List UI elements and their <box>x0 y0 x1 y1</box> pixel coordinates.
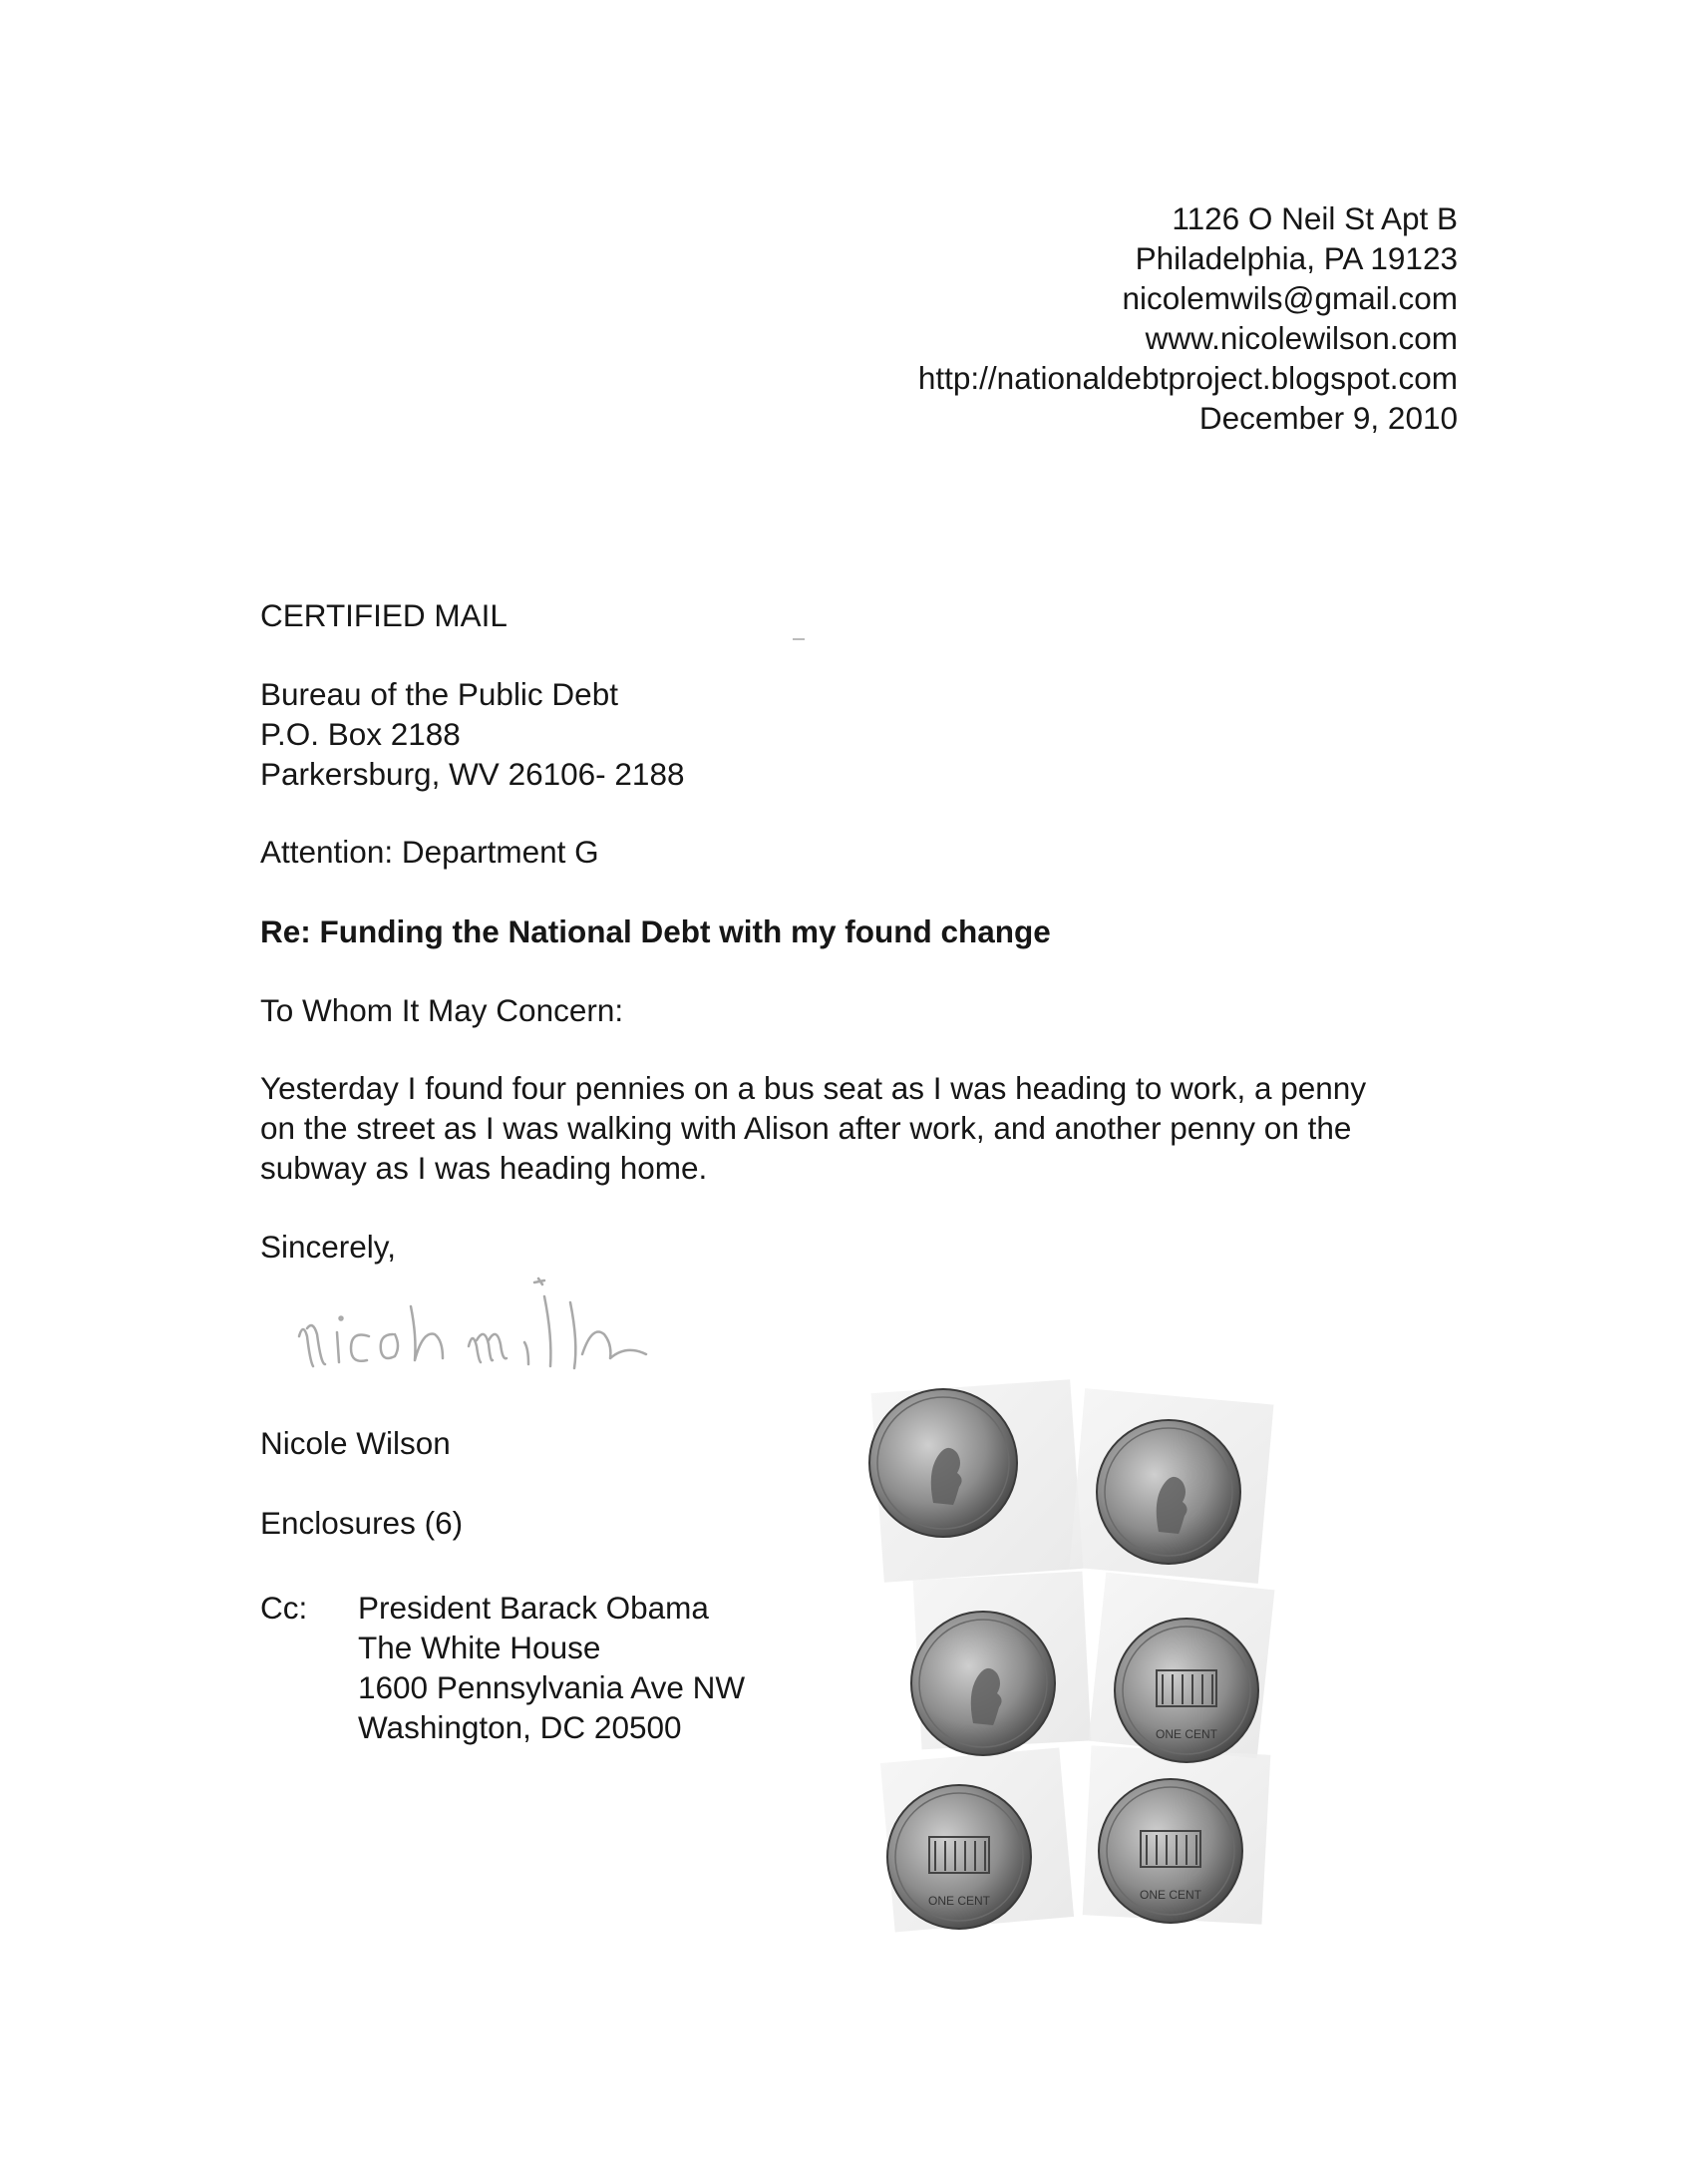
recipient-line2: P.O. Box 2188 <box>260 716 461 752</box>
penny-coin <box>1099 1779 1242 1923</box>
sender-email: nicolemwils@gmail.com <box>1122 280 1458 316</box>
letter-date: December 9, 2010 <box>1198 400 1458 436</box>
signer-name: Nicole Wilson <box>260 1425 451 1461</box>
mail-type-block <box>260 595 508 635</box>
cc-line1: President Barack Obama <box>358 1590 709 1626</box>
body-paragraph <box>260 1068 1366 1188</box>
salutation-block <box>260 990 623 1030</box>
attention-line: Attention: Department G <box>260 834 599 870</box>
scan-speck <box>793 638 805 640</box>
cc-line3: 1600 Pennsylvania Ave NW <box>358 1669 746 1705</box>
enclosures-block <box>260 1503 463 1543</box>
cc-block <box>358 1588 745 1747</box>
coin-inscription: ONE CENT <box>927 1894 991 1908</box>
body-line3: subway as I was heading home. <box>260 1150 708 1186</box>
enclosures: Enclosures (6) <box>260 1505 464 1541</box>
penny-coin <box>887 1785 1031 1929</box>
subject-block <box>260 911 1051 951</box>
penny-coin <box>1097 1420 1240 1564</box>
body-line1: Yesterday I found four pennies on a bus seat as I was heading to work, a penny <box>260 1070 1367 1106</box>
attention-block <box>260 832 599 872</box>
mail-type: CERTIFIED MAIL <box>260 597 508 633</box>
sender-website: www.nicolewilson.com <box>1145 320 1458 356</box>
sender-blog: http://nationaldebtproject.blogspot.com <box>917 360 1458 396</box>
body-line2: on the street as I was walking with Alison after work, and another penny on the <box>260 1110 1352 1146</box>
penny-coin <box>869 1389 1017 1537</box>
coin-inscription: ONE CENT <box>1155 1727 1218 1741</box>
closing: Sincerely, <box>260 1229 396 1265</box>
closing-block <box>260 1227 396 1267</box>
subject-line: Re: Funding the National Debt with my found change <box>260 913 1051 949</box>
salutation: To Whom It May Concern: <box>260 992 624 1028</box>
recipient-line1: Bureau of the Public Debt <box>260 676 618 712</box>
coin-inscription: ONE CENT <box>1139 1888 1202 1902</box>
penny-coin <box>1115 1619 1258 1762</box>
signer-block <box>260 1423 451 1463</box>
signature <box>289 1267 768 1401</box>
sender-address-line2: Philadelphia, PA 19123 <box>1135 240 1458 276</box>
recipient-block <box>260 674 684 794</box>
sender-address-line1: 1126 O Neil St Apt B <box>1172 200 1458 236</box>
sender-block <box>918 198 1458 438</box>
recipient-line3: Parkersburg, WV 26106- 2188 <box>260 756 685 792</box>
coin-layer <box>857 1356 1296 1955</box>
penny-coin <box>911 1612 1055 1755</box>
coins-svg <box>857 1356 1296 1955</box>
cc-label: Cc: <box>260 1590 308 1626</box>
signature-drawing <box>289 1267 768 1396</box>
cc-line2: The White House <box>358 1630 601 1665</box>
cc-line4: Washington, DC 20500 <box>358 1709 682 1745</box>
